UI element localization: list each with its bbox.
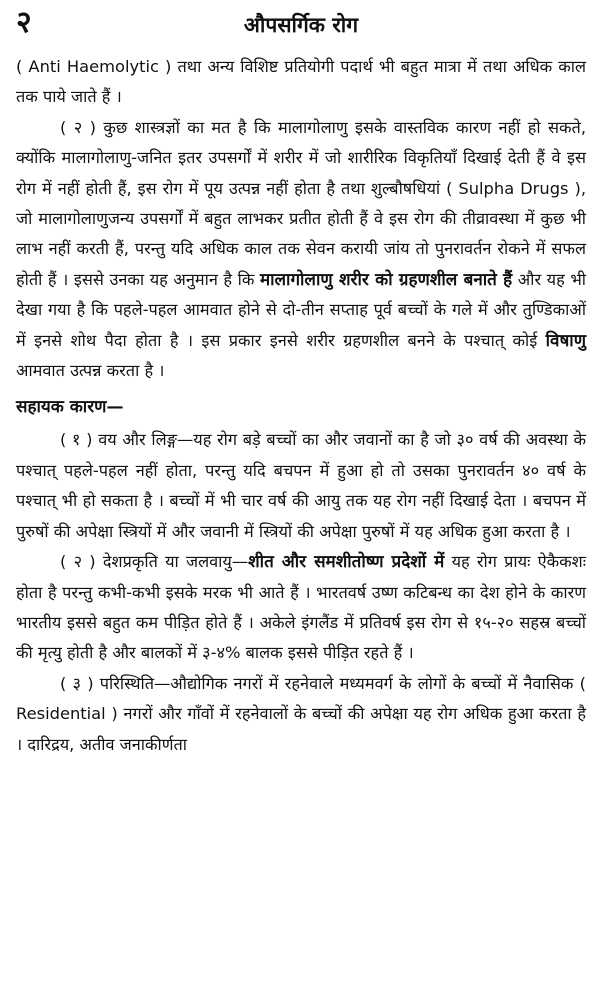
circumstance-text-2: नगरों और गाँवों में रहनेवालों के बच्चों की अपेक्षा यह रोग अधिक हुआ करता है । दारिद्रय, अतीव जनाकीर्णता xyxy=(16,704,586,754)
section-heading: सहायक कारण— xyxy=(16,397,124,418)
intro-text: तथा अन्य विशिष्ट प्रतियोगी पदार्थ भी बहुत मात्रा में तथा अधिक काल तक पाये जाते हैं । xyxy=(16,57,587,107)
climate-text-1: ( २ ) देशप्रकृति या जलवायु— xyxy=(60,552,249,572)
point-2-paragraph xyxy=(16,113,586,387)
climate-bold-phrase: शीत और समशीतोष्ण प्रदेशों में xyxy=(248,552,445,573)
point-2-bold-word: विषाणु xyxy=(545,330,586,351)
page-header xyxy=(16,0,586,52)
circumstance-paragraph xyxy=(16,669,586,760)
climate-paragraph xyxy=(16,547,586,669)
latin-term-residential: ( Residential ) xyxy=(16,673,586,724)
page-number: २ xyxy=(16,5,32,40)
running-title: औपसर्गिक रोग xyxy=(243,13,359,37)
circumstance-text-1: ( ३ ) परिस्थिति—औद्योगिक नगरों में रहनेवाले मध्यमवर्ग के लोगों के बच्चों में नैवासिक xyxy=(60,673,580,693)
point-2-text-3: आमवात उत्पन्न करता है । xyxy=(16,361,165,381)
point-2-bold-phrase: मालागोलाणु शरीर को ग्रहणशील बनाते हैं xyxy=(259,269,513,290)
latin-term: ( Anti Haemolytic ) xyxy=(16,57,172,76)
age-paragraph: ( १ ) वय और लिङ्ग—यह रोग बड़े बच्चों का और जवानों का है जो ३० वर्ष की अवस्था के पश्चात् पहले-पहल नहीं होता, परन्तु यदि बचपन में हुआ हो तो उसका पुनरावर्तन ४० वर्ष के पश्चात् भी हो सकता है । बच्चों में भी चार वर्ष की आयु तक यह रोग नहीं दिखाई देता । बचपन में पुरुषों की अपेक्षा स्त्रियों में और जवानी में स्त्रियों की अपेक्षा पुरुषों में यह अधिक हुआ करता है । xyxy=(16,430,586,541)
point-2-text-2: और यह भी देखा गया है कि पहले-पहल आमवात होने से दो-तीन सप्ताह पूर्व बच्चों के गले में और तुण्डिकाओं में इनसे शोथ पैदा होता है । इस प्रकार इनसे शरीर ग्रहणशील बनने के पश्चात् कोई xyxy=(16,269,587,350)
intro-paragraph xyxy=(16,52,586,113)
climate-text-2: यह रोग प्रायः ऐकैकशः होता है परन्तु कभी-कभी इसके मरक भी आते हैं । भारतवर्ष उष्ण कटिबन्ध का देश होने के कारण भारतीय इससे बहुत कम पीड़ित होते हैं । अकेले इंगलैंड में प्रतिवर्ष इस रोग से १५-२० सहस्र बच्चों की मृत्यु होती है और बालकों में ३-४% बालक इससे पीड़ित रहते हैं । xyxy=(16,552,586,663)
point-2-text-1: ( २ ) कुछ शास्त्रज्ञों का मत है कि मालागोलाणु इसके वास्तविक कारण नहीं हो सकते, क्योंकि मालागोलाणु-जनित इतर उपसर्गों में शरीर में जो शारीरिक विकृतियाँ दिखाई देती हैं वे इस रोग में नहीं होती हैं, इस रोग में पूय उत्पन्न नहीं होता है तथा शुल्बौषधियां ( Sulpha Drugs ), जो मालागोलाणुजन्य उपसर्गों में बहुत लाभकर प्रतीत होती हैं वे इस रोग की तीव्रावस्था में कुछ भी लाभ नहीं करती हैं, परन्तु यदि अधिक काल तक सेवन करायी जांय तो पुनरावर्तन रोकने में सफल होती हैं । इससे उनका यह अनुमान है कि xyxy=(16,117,586,289)
